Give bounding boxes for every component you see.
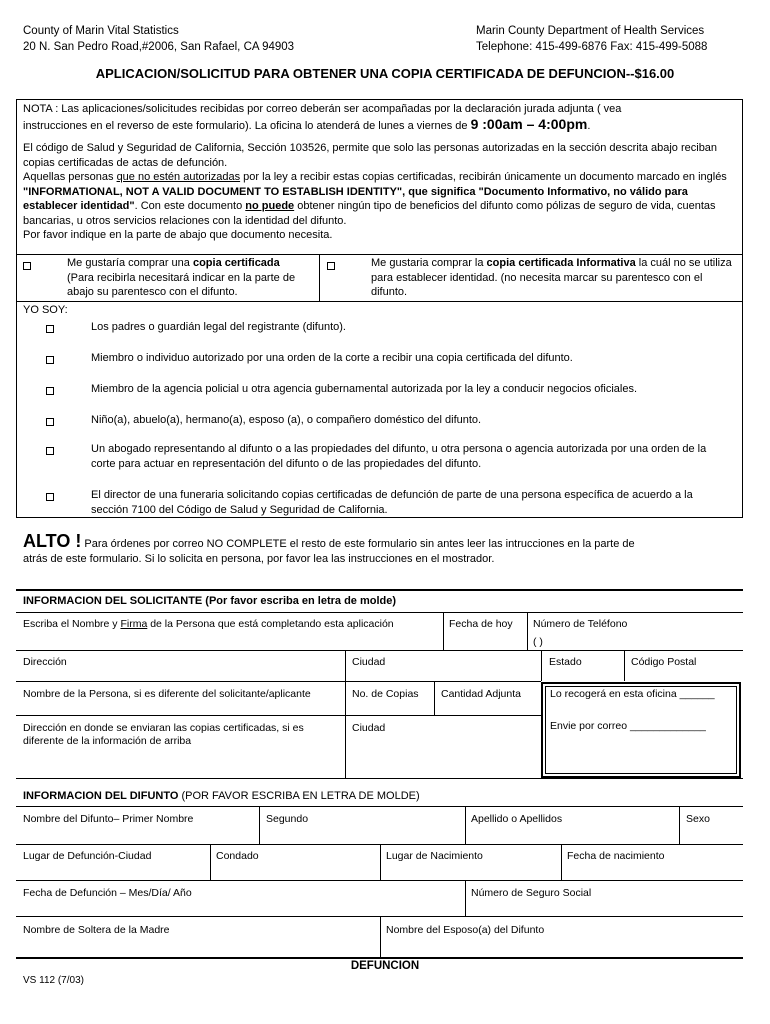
nota-paragraph-4: Por favor indique en la parte de abajo que documento necesita.: [23, 229, 333, 241]
county-label: Condado: [216, 850, 259, 862]
yo-soy-box: [16, 301, 743, 518]
office-name: County of Marin Vital Statistics: [23, 25, 179, 37]
mail-option[interactable]: Envie por correo _____________: [550, 720, 706, 732]
p3-no-puede: no puede: [245, 200, 295, 212]
address-label: Dirección: [23, 656, 67, 668]
certified-copy-text-b: (Para recibirla necesitará indicar en la parte de abajo su parentesco con el difunto.: [67, 271, 296, 298]
relationship-checkbox[interactable]: [46, 386, 54, 398]
alto-text-2: atrás de este formulario. Si lo solicita en persona, por favor lea las instrucciones en el mostrador.: [23, 553, 495, 565]
nota-line2-text: instrucciones en el reverso de este formulario). La oficina lo atenderá de lunes a viernes de: [23, 119, 471, 132]
relationship-option: Miembro o individuo autorizado por una orden de la corte a recibir una copia certificada del difunto.: [91, 352, 573, 364]
pickup-option[interactable]: Lo recogerá en esta oficina ______: [550, 688, 715, 700]
middle-name-label: Segundo: [266, 813, 309, 825]
certified-copy-checkbox[interactable]: [23, 261, 31, 273]
first-name-label: Nombre del Difunto– Primer Nombre: [23, 813, 194, 825]
informative-copy-checkbox[interactable]: [327, 261, 335, 273]
department-name: Marin County Department of Health Services: [476, 25, 705, 37]
relationship-option: Un abogado representando al difunto o a las propiedades del difunto, u otra persona o agencia autorizada por una orden de la corte para actuar en representación del difunto o de las propiedades del difunto.: [91, 443, 707, 470]
office-address: [23, 23, 294, 55]
relationship-checkbox[interactable]: [46, 492, 54, 504]
nota-line1: NOTA : Las aplicaciones/solicitudes recibidas por correo deberán ser acompañadas por la declaración jurada adjunta ( vea: [23, 103, 622, 115]
birthdate-label: Fecha de nacimiento: [567, 850, 665, 862]
deceased-section-title: [23, 790, 420, 802]
mother-maiden-name-label: Nombre de Soltera de la Madre: [23, 924, 170, 936]
last-name-label: Apellido o Apellidos: [471, 813, 563, 825]
office-street: 20 N. San Pedro Road,#2006, San Rafael, CA 94903: [23, 41, 295, 53]
p3-d: obtener ningún tipo de beneficios del difunto como pólizas de seguro de vida, cuentas bancarias, u otros servicios relaciones con la identidad del difunto.: [23, 200, 716, 227]
certified-copy-option: [67, 256, 317, 300]
p3-underline: que no estén autorizadas: [116, 171, 241, 183]
copies-label: No. de Copias: [352, 688, 419, 700]
spouse-name-label: Nombre del Esposo(a) del Difunto: [386, 924, 545, 936]
department-phone: Telephone: 415-499-6876 Fax: 415-499-5088: [476, 41, 708, 53]
applicant-name-label: [23, 618, 394, 631]
alto-text-1: Para órdenes por correo NO COMPLETE el resto de este formulario sin antes leer las intrucciones en la parte de: [81, 538, 635, 550]
footer-title: DEFUNCION: [350, 960, 420, 972]
relationship-checkbox[interactable]: [46, 355, 54, 367]
other-person-label: Nombre de la Persona, si es diferente del solicitante/aplicante: [23, 688, 311, 700]
ssn-label: Número de Seguro Social: [471, 887, 592, 899]
death-city-label: Lugar de Defunción-Ciudad: [23, 850, 152, 862]
informative-copy-option: [371, 256, 733, 300]
informative-bold: copia certificada Informativa: [486, 257, 636, 269]
mail-address-label: Dirección en donde se enviaran las copias certificadas, si es diferente de la información de arriba: [23, 722, 304, 747]
form-number: VS 112 (7/03): [23, 975, 84, 986]
document-choice-box: [16, 254, 743, 302]
name-label-b: de la Persona que está completando esta aplicación: [147, 618, 394, 630]
nota-paragraph-3: [23, 170, 737, 228]
relationship-checkbox[interactable]: [46, 417, 54, 429]
nota-text: [23, 102, 737, 243]
sex-label: Sexo: [686, 813, 710, 825]
nota-line2: instrucciones en el reverso de este formulario). La oficina lo atenderá de lunes a viernes de 9 :00am – 4:00pm.: [23, 115, 591, 132]
zip-label: Código Postal: [631, 656, 697, 668]
mail-city-label: Ciudad: [352, 722, 386, 734]
nota-box: [16, 99, 743, 255]
today-date-label: Fecha de hoy: [449, 618, 513, 630]
relationship-option: Niño(a), abuelo(a), hermano(a), esposo (a), o compañero doméstico del difunto.: [91, 414, 482, 426]
office-hours: 9 :00am – 4:00pm: [470, 115, 588, 132]
alto-word: ALTO !: [23, 531, 82, 551]
amount-label: Cantidad Adjunta: [441, 688, 521, 700]
form-title: APLICACION/SOLICITUD PARA OBTENER UNA COPIA CERTIFICADA DE DEFUNCION--$16.00: [95, 66, 675, 81]
informative-text-a: Me gustaria comprar la: [371, 257, 487, 269]
p3-bold: "INFORMATIONAL, NOT A VALID DOCUMENT TO ESTABLISH IDENTITY", que significa "Documento Informativo, no válido para establecer identidad": [23, 185, 688, 212]
certified-copy-text-a: Me gustaría comprar una: [67, 257, 193, 269]
name-label-a: Escriba el Nombre y: [23, 618, 121, 630]
relationship-option: El director de una funeraria solicitando copias certificadas de defunción de parte de una persona específica de acuerdo a la sección 7100 del Código de Salud y Seguridad de California.: [91, 489, 693, 516]
yo-soy-label: YO SOY:: [23, 304, 68, 316]
nota-paragraph-2: El código de Salud y Seguridad de California, Sección 103526, permite que solo las personas autorizadas en la sección descrita abajo reciban copias certificadas de actas de defunción.: [23, 142, 718, 169]
relationship-option: Los padres o guardián legal del registrante (difunto).: [91, 321, 346, 333]
relationship-checkbox[interactable]: [46, 446, 54, 458]
p3-c: . Con este documento: [134, 200, 246, 212]
relationship-option: Miembro de la agencia policial u otra agencia gubernamental autorizada por la ley a conducir negocios oficiales.: [91, 383, 638, 395]
state-label: Estado: [549, 656, 582, 668]
phone-area-code: ( ): [533, 636, 543, 648]
certified-copy-bold: copia certificada: [192, 257, 280, 269]
alto-notice: [23, 531, 748, 567]
department-contact: [476, 23, 707, 55]
p3-b: por la ley a recibir estas copias certificadas, recibirán únicamente un documento marcado en inglés: [240, 171, 727, 183]
relationship-checkbox[interactable]: [46, 324, 54, 336]
birthplace-label: Lugar de Nacimiento: [386, 850, 483, 862]
city-label: Ciudad: [352, 656, 386, 668]
deceased-title-rest: (POR FAVOR ESCRIBA EN LETRA DE MOLDE): [178, 790, 420, 802]
death-date-label: Fecha de Defunción – Mes/Día/ Año: [23, 887, 192, 899]
phone-label: Número de Teléfono: [533, 618, 628, 630]
informative-text-b: la cuál no se utiliza para establecer identidad. (no necesita marcar su parentesco con el difunto.: [371, 257, 732, 298]
deceased-title-bold: INFORMACION DEL DIFUNTO: [23, 790, 179, 802]
applicant-section-title: INFORMACION DEL SOLICITANTE (Por favor escriba en letra de molde): [23, 595, 397, 607]
p3-a: Aquellas personas: [23, 171, 117, 183]
name-label-firma: Firma: [120, 618, 148, 630]
